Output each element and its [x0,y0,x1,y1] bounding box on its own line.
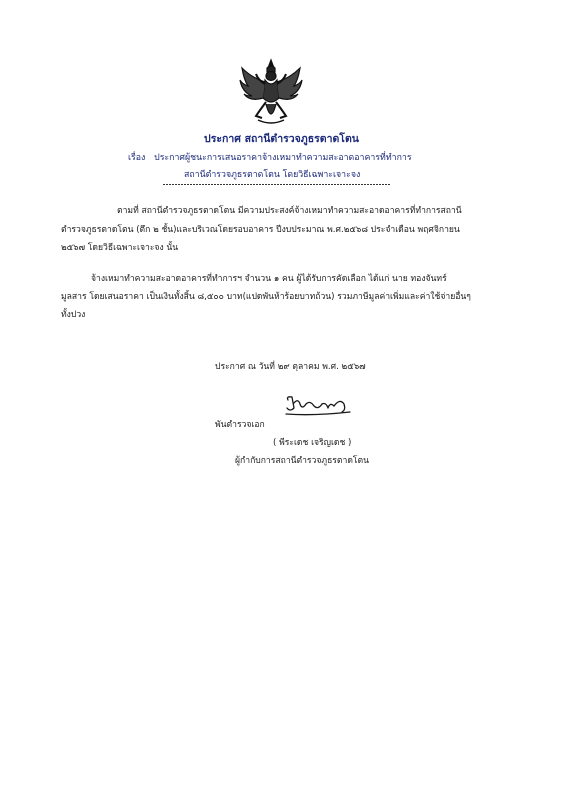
para1-line2: ตำรวจภูธรตาดโตน (ตึก ๒ ชั้น)และบริเวณโดยรอบอาคาร ปีงบประมาณ พ.ศ.๒๕๖๘ ประจำเดือน พฤศจิกายน [61,225,460,235]
signer-rank: พันตำรวจเอก [215,420,265,430]
para1-line1: ตามที่ สถานีตำรวจภูธรตาดโตน มีความประสงค์จ้างเหมาทำความสะอาดอาคารที่ทำการสถานี [117,206,462,216]
subject-label: เรื่อง [128,153,146,163]
para1-line3: ๒๕๖๗ โดยวิธีเฉพาะเจาะจง นั้น [61,243,179,253]
subject-line [128,150,412,164]
signer-position: ผู้กำกับการสถานีตำรวจภูธรตาดโตน [235,456,369,466]
garuda-emblem-icon [238,58,304,126]
document-title: ประกาศ สถานีตำรวจภูธรตาดโตน [204,133,359,145]
subject-text-line1: ประกาศผู้ชนะการเสนอราคาจ้างเหมาทำความสะอาดอาคารที่ทำการ [154,153,412,163]
para2-line1: จ้างเหมาทำความสะอาดอาคารที่ทำการฯ จำนวน ๑ คน ผู้ได้รับการคัดเลือก ได้แก่ นาย ทองจันทร์ [91,274,447,284]
subject-text-line2: สถานีตำรวจภูธรตาดโตน โดยวิธีเฉพาะเจาะจง [184,170,361,180]
handwritten-signature [284,394,354,418]
para2-line2: มูลสาร โดยเสนอราคา เป็นเงินทั้งสิ้น ๘,๕๐๐ บาท(แปดพันห้าร้อยบาทถ้วน) รวมภาษีมูลค่าเพิ่มและค่าใช้จ่ายอื่นๆ [61,292,471,302]
divider-line [163,184,391,185]
para2-line3: ทั้งปวง [61,310,86,320]
announce-date: ประกาศ ณ วันที่ ๒๙ ตุลาคม พ.ศ. ๒๕๖๗ [215,362,366,372]
signer-name: ( พีระเดช เจริญเดช ) [273,438,352,448]
